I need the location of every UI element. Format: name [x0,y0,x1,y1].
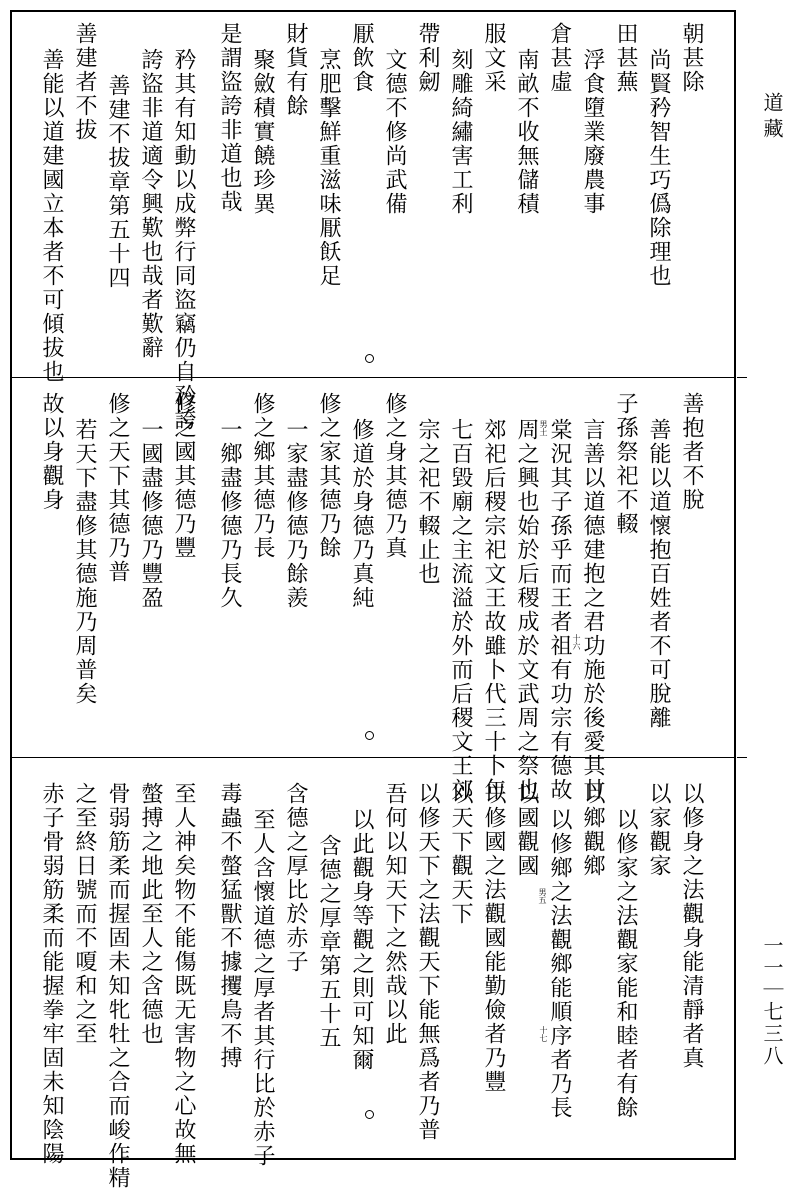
text-column: 以修身之法觀身能清靜者真 [679,782,704,1070]
text-column: 含德之厚比於赤子 [283,782,308,974]
text-column: 善能以道懷抱百姓者不可脫離 [646,418,671,730]
text-column: 至人含懷道德之厚者其行比於赤子 [250,808,275,1168]
text-column: 七百毀廟之主流溢於外而后稷文王郊 [448,418,473,802]
text-column: 服文采 [481,22,506,94]
text-column: 厭飲食 [349,22,374,94]
text-column: 骨弱筋柔而握固未知牝牡之合而峻作精 [105,782,130,1190]
text-column: 浮食墮業廢農事 [580,48,605,216]
margin-tick [737,377,747,378]
text-column: 棠況其子孫乎而王者祖有功宗有德故 [547,418,572,802]
text-column: 修之國其德乃豐 [171,392,196,560]
chapter-heading: 含德之厚章第五十五 [316,834,341,1050]
text-column: 毒蟲不螫猛獸不據攫鳥不搏 [217,782,242,1070]
text-column: 修之鄉其德乃長 [250,392,275,560]
panel-divider-2 [10,757,736,758]
text-column: 以修國之法觀國能勤儉者乃豐 [481,782,506,1094]
text-column: 郊祀后稷宗祀文王故雖卜代三十卜年 [481,418,506,802]
small-note: 十七 [539,1026,548,1042]
text-column: 故以身觀身 [39,392,64,512]
text-column: 烹肥擊鮮重滋味厭飫足 [316,48,341,288]
text-column: 一國盡修德乃豐盈 [138,418,163,610]
text-column: 一鄉盡修德乃長久 [217,418,242,610]
text-column: 善能以道建國立本者不可傾拔也 [39,48,64,384]
text-column: 若天下盡修其德施乃周普矣 [72,418,97,706]
panel-divider-1 [10,377,736,378]
small-note: 男五 [538,888,547,904]
text-column: 一家盡修德乃餘羨 [283,418,308,610]
punctuation-circle [365,731,374,740]
small-note: 男土 [539,420,548,436]
text-column: 修道於身德乃真純 [349,418,374,610]
text-column: 聚斂積實饒珍異 [250,48,275,216]
text-column: 之至終日號而不嗄和之至 [72,782,97,1046]
text-column: 以修天下之法觀天下能無爲者乃普 [415,782,440,1142]
text-column: 刻雕綺繡害工利 [448,48,473,216]
text-column: 以家觀家 [646,782,671,878]
text-column: 言善以道德建抱之君功施於後愛其甘 [580,418,605,802]
text-column: 螫搏之地此至人之含德也 [138,782,163,1046]
text-column: 是謂盜誇非道也哉 [217,22,242,214]
text-column: 財貨有餘 [283,22,308,118]
text-column: 善建者不拔 [72,22,97,142]
text-column: 文德不修尚武備 [382,48,407,216]
text-column: 宗之祀不輟止也 [415,418,440,586]
text-column: 周之興也始於后稷成於文武周之祭也 [514,418,539,802]
collection-title: 道藏 [760,92,784,144]
text-column: 善抱者不脫 [679,392,704,512]
text-column: 以修鄉之法觀鄉能順序者乃長 [547,808,572,1120]
text-column: 至人神矣物不能傷既无害物之心故無 [171,782,196,1166]
text-column: 南畝不收無儲積 [514,48,539,216]
text-column: 矜其有知動以成弊行同盜竊仍自矜誇 [171,48,196,432]
text-column: 以此觀身等觀之則可知爾 [349,808,374,1072]
text-column: 修之身其德乃真 [382,392,407,560]
text-column: 以鄉觀鄉 [580,782,605,878]
text-column: 尚賢矜智生巧僞除理也 [646,48,671,288]
text-column: 吾何以知天下之然哉以此 [382,782,407,1046]
text-column: 修之家其德乃餘 [316,392,341,560]
text-column: 朝甚除 [679,22,704,94]
text-column: 赤子骨弱筋柔而能握拳牢固未知陰陽 [39,782,64,1166]
text-column: 倉甚虛 [547,22,572,94]
text-column: 以修家之法觀家能和睦者有餘 [613,808,638,1120]
text-column: 田甚蕪 [613,22,638,94]
margin-tick [737,757,747,758]
punctuation-circle [365,1110,374,1119]
small-note: 十六 [572,634,581,650]
text-column: 帶利劒 [415,22,440,94]
text-column: 子孫祭祀不輟 [613,392,638,536]
chapter-heading: 善建不拔章第五十四 [105,74,130,290]
text-column: 誇盜非道適令興歎也哉者歎辭 [138,48,163,360]
punctuation-circle [365,354,374,363]
text-column: 以天下觀天下 [448,782,473,926]
text-column: 以國觀國 [514,782,539,878]
page-number: 一一｜七三八 [760,935,784,1067]
text-column: 修之天下其德乃普 [105,392,130,584]
